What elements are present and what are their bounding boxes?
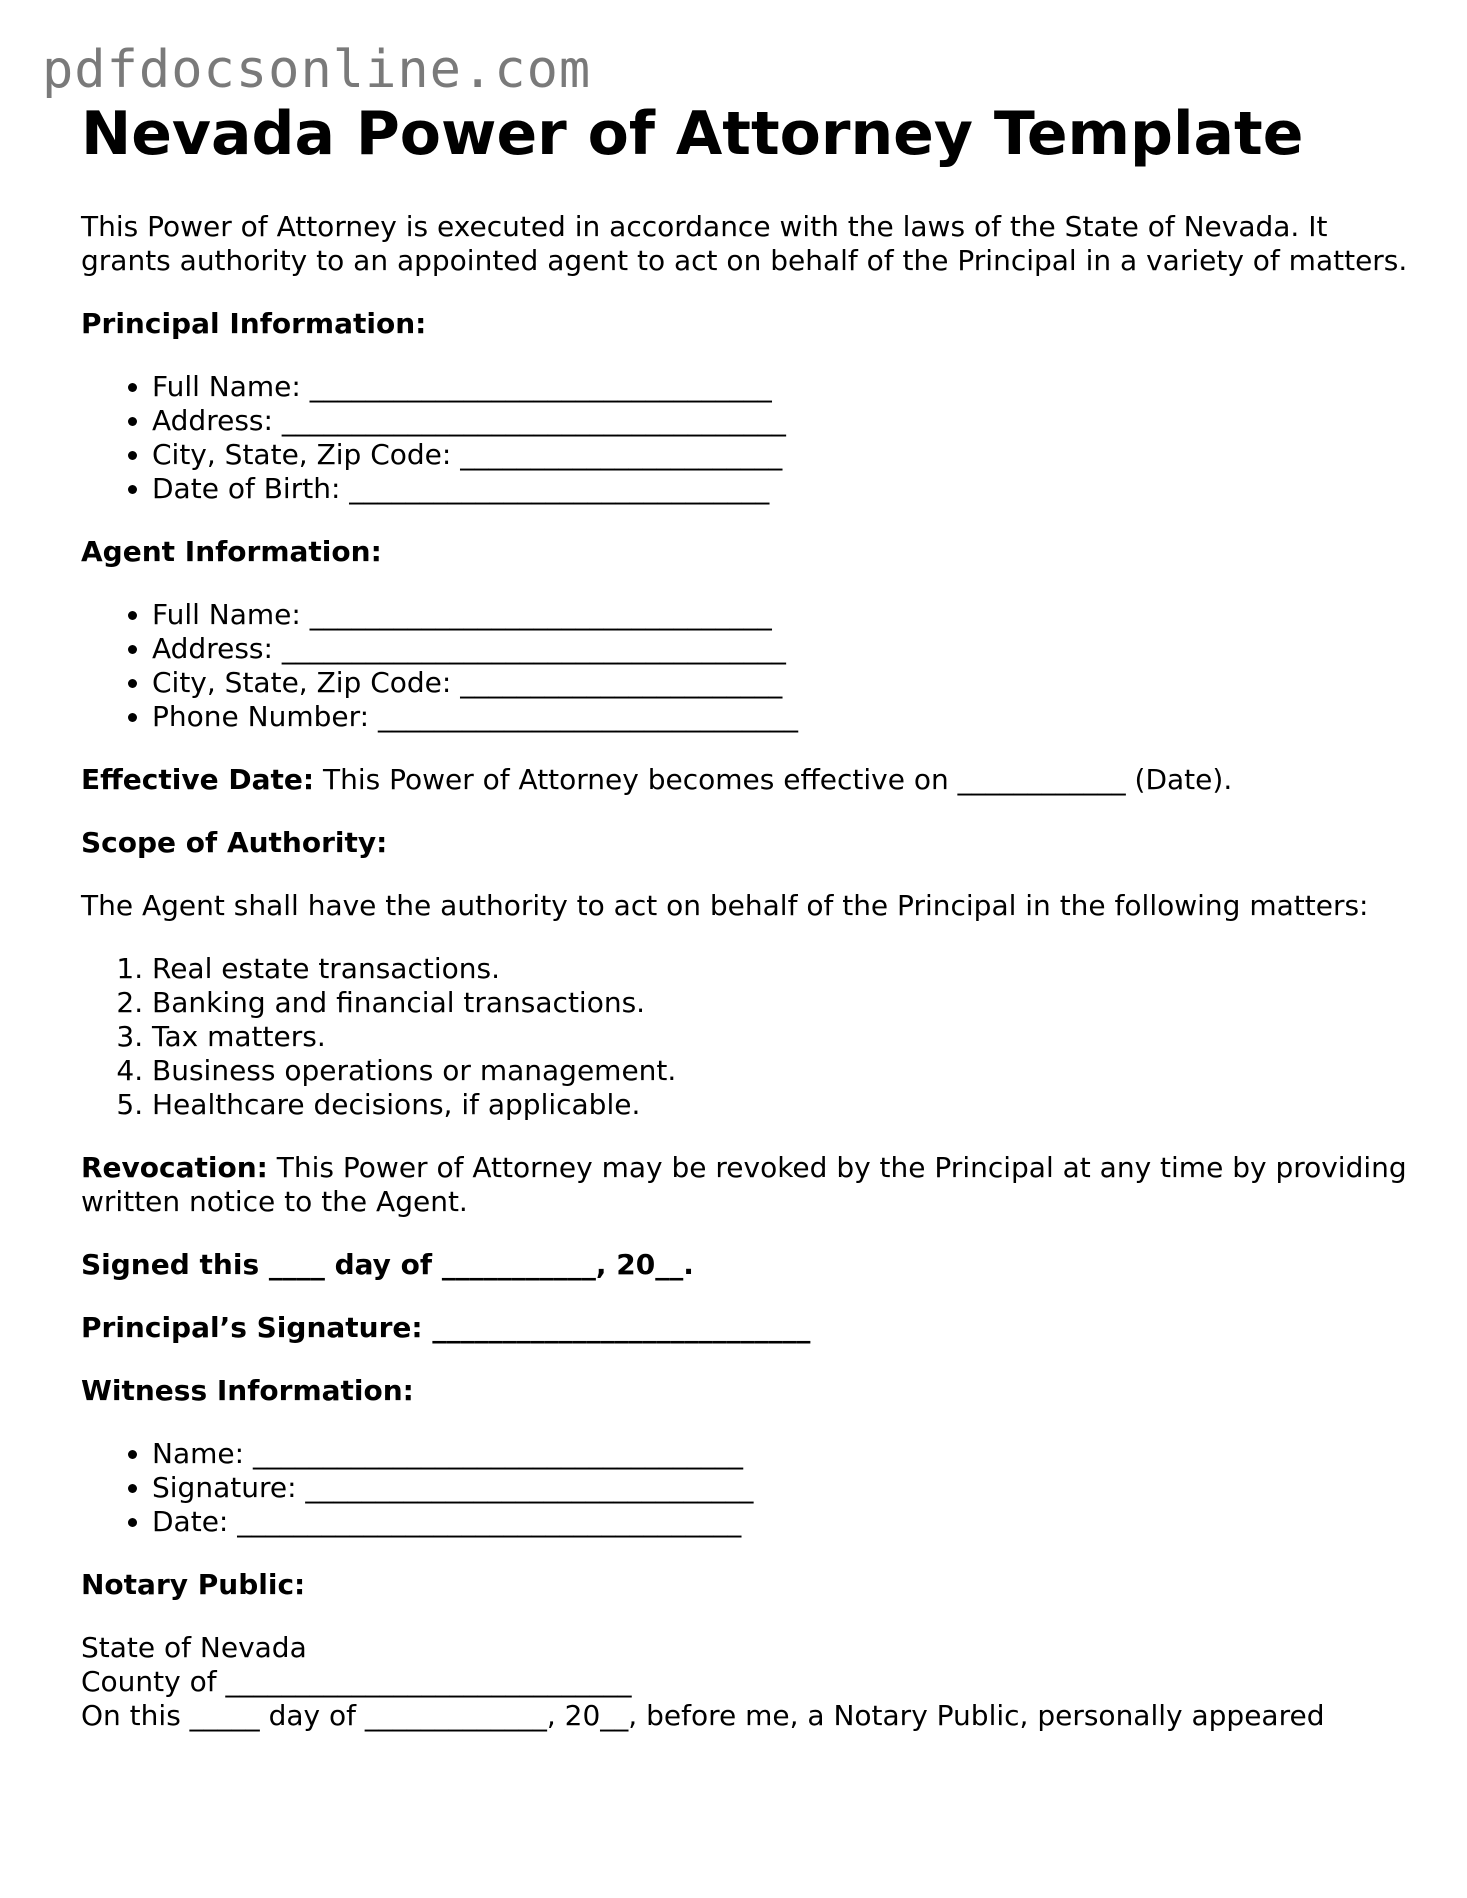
principal-heading: Principal Information:	[81, 307, 427, 340]
intro-paragraph: This Power of Attorney is executed in accordance with the laws of the State of Nevada. It grants authority to an appointed agent to act on behalf of the Principal in a variety of matters.	[81, 210, 1408, 277]
principal-full-name-field: • Full Name: _________________________________	[152, 370, 1411, 404]
agent-fields	[81, 598, 1411, 734]
notary-block	[81, 1631, 1411, 1733]
agent-heading: Agent Information:	[81, 535, 382, 568]
scope-item: 2. Banking and financial transactions.	[152, 986, 1411, 1020]
notary-county-line: County of _____________________________	[81, 1665, 632, 1698]
agent-phone-field: • Phone Number: ______________________________	[152, 700, 1411, 734]
witness-date-field: • Date: ____________________________________	[152, 1505, 1411, 1539]
document-title: Nevada Power of Attorney Template	[81, 99, 1304, 169]
revocation-label: Revocation:	[81, 1151, 268, 1184]
signed-date-line: Signed this ____ day of ___________, 20__.	[81, 1248, 694, 1281]
principal-dob-field: • Date of Birth: ______________________________	[152, 472, 1411, 506]
witness-heading: Witness Information:	[81, 1374, 414, 1407]
principal-city-state-zip-field: • City, State, Zip Code: _______________________	[152, 438, 1411, 472]
effective-date-label: Effective Date:	[81, 763, 315, 796]
revocation-paragraph	[81, 1151, 1411, 1219]
agent-full-name-field: • Full Name: _________________________________	[152, 598, 1411, 632]
witness-name-field: • Name: ___________________________________	[152, 1437, 1411, 1471]
effective-date-paragraph	[81, 763, 1411, 797]
watermark: pdfdocsonline.com	[42, 40, 592, 100]
scope-heading: Scope of Authority:	[81, 826, 388, 859]
principal-address-field: • Address: ____________________________________	[152, 404, 1411, 438]
effective-date-text: This Power of Attorney becomes effective on ____________ (Date).	[314, 763, 1233, 796]
scope-list	[81, 952, 1411, 1122]
scope-item: 1. Real estate transactions.	[152, 952, 1411, 986]
scope-item: 3. Tax matters.	[152, 1020, 1411, 1054]
notary-heading: Notary Public:	[81, 1568, 306, 1601]
notary-appearance-line: On this _____ day of _____________, 20__, before me, a Notary Public, personally appeared	[81, 1699, 1325, 1732]
notary-state-line: State of Nevada	[81, 1631, 307, 1664]
agent-city-state-zip-field: • City, State, Zip Code: _______________________	[152, 666, 1411, 700]
document-body	[81, 210, 1411, 1733]
revocation-text: This Power of Attorney may be revoked by the Principal at any time by providing written notice to the Agent.	[81, 1151, 1407, 1218]
witness-fields	[81, 1437, 1411, 1539]
principal-fields	[81, 370, 1411, 506]
scope-text: The Agent shall have the authority to act on behalf of the Principal in the following matters:	[81, 889, 1369, 922]
scope-item: 5. Healthcare decisions, if applicable.	[152, 1088, 1411, 1122]
scope-item: 4. Business operations or management.	[152, 1054, 1411, 1088]
agent-address-field: • Address: ____________________________________	[152, 632, 1411, 666]
principal-signature-line: Principal’s Signature: ___________________________	[81, 1311, 811, 1344]
witness-signature-field: • Signature: ________________________________	[152, 1471, 1411, 1505]
